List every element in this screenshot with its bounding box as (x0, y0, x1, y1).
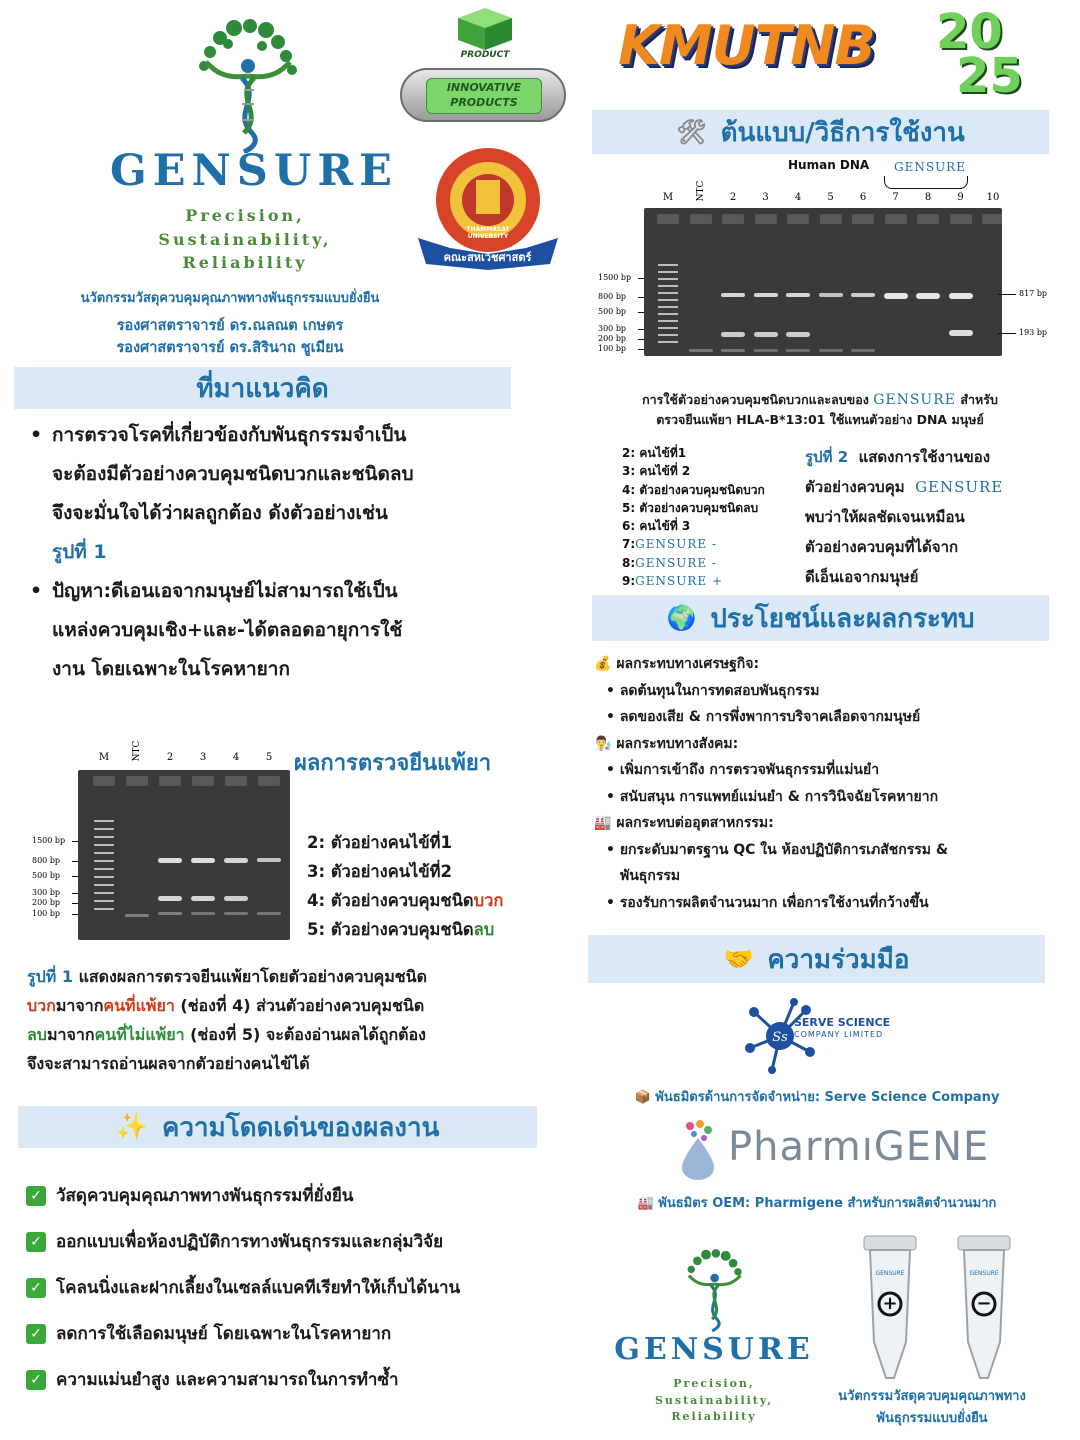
ladder-label: 500 bp (598, 307, 627, 316)
gel-band (125, 914, 149, 917)
gel-well (820, 214, 842, 224)
check-icon: ✓ (26, 1370, 46, 1390)
legend-item: 9:GENSURE + (622, 574, 723, 589)
person-icon: 👨‍🔬 (594, 735, 612, 752)
gel-band (721, 332, 745, 337)
gel-band (224, 912, 248, 915)
gel-band (916, 293, 940, 299)
bullet-line: จึงจะมั่นใจได้ว่าผลถูกต้อง ดังตัวอย่างเช่น (52, 502, 388, 524)
seal-ring-text: THAMMASAT UNIVERSITY (466, 226, 510, 240)
footer-note: นวัตกรรมวัสดุควบคุมคุณภาพทาง พันธุกรรมแบบยั่งยืน (838, 1389, 1026, 1426)
ladder-band (658, 271, 678, 273)
benefit-group-title: 👨‍🔬 ผลกระทบทางสังคม: (594, 735, 739, 752)
lane-label: 9 (957, 192, 964, 203)
gel-band (191, 858, 215, 863)
figure1-caption: รูปที่ 1 แสดงผลการตรวจยีนแพ้ยาโดยตัวอย่างควบคุมชนิด บวกมาจากคนที่แพ้ยา (ช่องที่ 4) ส่วนตัวอย่างควบคุมชนิด ลบมาจากคนที่ไม่แพ้ยา (ช่องที่ 5) จะต้องอ่านผลได้ถูกต้อง จึงจะสามารถอ่านผลจากตัวอย่างคนไข้ได้ (27, 967, 427, 1073)
ladder-band (658, 334, 678, 336)
gel-well (755, 214, 777, 224)
ladder-band (94, 876, 114, 878)
gel-well (93, 776, 115, 786)
gel-band (819, 293, 843, 297)
tagline-line: Precision, (673, 1377, 755, 1390)
lane-label: 6 (859, 192, 867, 203)
kmutnb-logo (618, 4, 1038, 108)
figure2-description: รูปที่ 2 แสดงการใช้งานของ ตัวอย่างควบคุม GENSURE พบว่าให้ผลชัดเจนเหมือน ตัวอย่างควบคุมที่ได้จาก ดีเอ็นเอจากมนุษย์ (805, 448, 1004, 586)
benefit-group-title: 💰 ผลกระทบทางเศรษฐกิจ: (594, 656, 760, 672)
gel-band (721, 293, 745, 297)
lane-label: 3 (762, 192, 769, 203)
benefit-item: • ลดต้นทุนในการทดสอบพันธุกรรม (606, 682, 820, 699)
gel-well (885, 214, 907, 224)
check-icon: ✓ (26, 1324, 46, 1344)
subtitle: นวัตกรรมวัสดุควบคุมคุณภาพทางพันธุกรรมแบบยั่งยืน (80, 291, 380, 306)
gel-well (225, 776, 247, 786)
bullet-line: งาน โดยเฉพาะในโรคหายาก (52, 658, 290, 680)
gel-band (191, 896, 215, 901)
lane-label: 3 (199, 752, 207, 763)
gel-band (949, 330, 973, 336)
ladder-label: 100 bp (598, 344, 627, 353)
ladder-band (658, 313, 678, 315)
tagline-line: Reliability (671, 1410, 757, 1423)
pharmi-note: 🏭 พันธมิตร OEM: Pharmigene สำหรับการผลิตจำนวนมาก (637, 1196, 997, 1211)
gel-band (224, 858, 248, 863)
gel-well (192, 776, 214, 786)
group-human-label: Human DNA (788, 158, 870, 172)
ladder-band (658, 320, 678, 322)
benefit-item: • สนับสนุน การแพทย์แม่นยำ & การวินิจฉัยโรคหายาก (606, 788, 939, 805)
globe-icon: 🌍 (666, 604, 697, 632)
ladder-band (658, 264, 678, 266)
bullet-line: จะต้องมีตัวอย่างควบคุมชนิดบวกและชนิดลบ (52, 463, 414, 485)
benefits-heading-text: ประโยชน์และผลกระทบ (710, 603, 975, 634)
legend-item: 5: ตัวอย่างควบคุมชนิดลบ (622, 500, 759, 515)
ladder-band (94, 892, 114, 894)
factory-icon: 🏭 (594, 815, 612, 831)
figure1-gel-block (30, 736, 300, 944)
ladder-band (94, 908, 114, 910)
lane-label: 4 (232, 752, 240, 763)
highlights-heading-text: ความโดดเด่นของผลงาน (162, 1112, 440, 1143)
concept-bullets (30, 416, 520, 689)
gel-well (126, 776, 148, 786)
gel-band (884, 293, 908, 299)
lane-label: 7 (892, 192, 899, 203)
ladder-label: 800 bp (598, 292, 627, 301)
figure2-gel-block (596, 156, 1050, 356)
highlight-item: ✓ โคลนนิ่งและฝากเลี้ยงในเซลล์แบคทีเรียทำให้เก็บได้นาน (26, 1274, 460, 1301)
gel-well (852, 214, 874, 224)
ladder-label: 1500 bp (598, 273, 632, 282)
ladder-band (94, 868, 114, 870)
collab-heading (588, 935, 1045, 983)
serve-sub: COMPANY LIMITED (794, 1030, 884, 1039)
prototype-heading (592, 110, 1049, 154)
pharmi-name: PharmıGENE (728, 1124, 990, 1170)
tube-label: GENSURE (875, 1270, 905, 1277)
bullet-item: • ปัญหา:ดีเอนเอจากมนุษย์ไม่สามารถใช้เป็น แหล่งควบคุมเชิง+และ-ได้ตลอดอายุการใช้ งาน โดยเฉพาะในโรคหายาก (30, 572, 520, 689)
gel-well (258, 776, 280, 786)
lane-label: 2 (729, 192, 737, 203)
ladder-band (658, 292, 678, 294)
year-top: 20 (936, 4, 1003, 60)
gel-band (754, 332, 778, 337)
university-seal (410, 138, 565, 278)
ladder-band (94, 884, 114, 886)
concept-heading-text: ที่มาแนวคิด (196, 373, 329, 404)
benefit-item: • ลดของเสีย & การพึ่งพาการบริจาคเลือดจากมนุษย์ (606, 709, 921, 725)
gel-well (690, 214, 712, 224)
lane-label: 5 (827, 192, 834, 203)
legend-item: 2: ตัวอย่างคนไข้ที่1 (307, 833, 452, 852)
lane-label: M (98, 752, 110, 763)
gel-band (786, 349, 810, 352)
brand-name: GENSURE (110, 146, 398, 196)
ladder-label: 500 bp (32, 871, 61, 880)
tagline-line: Sustainability, (158, 229, 332, 249)
band-label-817: 817 bp (1019, 289, 1048, 298)
ladder-band (94, 836, 114, 838)
highlight-item: ✓ ลดการใช้เลือดมนุษย์ โดยเฉพาะในโรคหายาก (26, 1320, 391, 1347)
highlight-item: ✓ ความแม่นยำสูง และความสามารถในการทำซ้ำ (26, 1366, 399, 1393)
tagline-line: Sustainability, (654, 1393, 774, 1407)
gel-band (158, 896, 182, 901)
gel-well (982, 214, 1002, 224)
seal-ribbon-text: คณะสหเวชศาสตร์ (443, 251, 532, 264)
tagline-line: Reliability (182, 253, 308, 272)
drop-icon (676, 1118, 720, 1180)
gel-band (819, 349, 843, 352)
money-bag-icon: 💰 (594, 656, 612, 672)
ladder-band (658, 306, 678, 308)
legend-item: 4: ตัวอย่างควบคุมชนิดบวก (307, 891, 504, 910)
prototype-heading-text: ต้นแบบ/วิธีการใช้งาน (720, 117, 965, 148)
figure1-legend (307, 828, 503, 944)
gel-image (644, 208, 1002, 356)
gel-well (787, 214, 809, 224)
check-icon: ✓ (26, 1278, 46, 1298)
gel-band (689, 349, 713, 352)
gel-image (78, 770, 290, 940)
legend-item: 3: ตัวอย่างคนไข้ที่2 (307, 862, 452, 881)
minus-icon: − (976, 1293, 992, 1314)
gel-band (158, 912, 182, 915)
gel-band (191, 912, 215, 915)
pharmigene-logo (676, 1118, 990, 1180)
product-badge (398, 4, 570, 126)
benefit-item: • เพิ่มการเข้าถึง การตรวจพันธุกรรมที่แม่นยำ (606, 762, 880, 778)
ladder-label: 100 bp (32, 909, 61, 918)
innovative-pill (400, 68, 566, 122)
bullet-line: ปัญหา:ดีเอนเอจากมนุษย์ไม่สามารถใช้เป็น (52, 580, 398, 602)
box-icon (456, 6, 514, 52)
gensure-logo-bottom (614, 1240, 814, 1430)
ladder-band (94, 852, 114, 854)
legend-item: 6: คนไข้ที่ 3 (622, 519, 691, 534)
gel-band (257, 858, 281, 862)
tagline-line: Precision, (185, 206, 305, 225)
serve-note: 📦 พันธมิตรด้านการจัดจำหน่าย: Serve Science Company (634, 1090, 1000, 1105)
svg-text:Ss: Ss (772, 1030, 788, 1045)
gel-well (159, 776, 181, 786)
serve-science-logo (744, 998, 904, 1074)
group-gensure-label: GENSURE (894, 160, 966, 174)
figure2-legend (622, 444, 802, 590)
ladder-band (658, 285, 678, 287)
tube-label: GENSURE (969, 1270, 999, 1277)
gensure-logo-top (110, 18, 398, 278)
gel-band (721, 349, 745, 352)
factory-icon: 🏭 (637, 1196, 654, 1211)
legend-item: 5: ตัวอย่างควบคุมชนิดลบ (307, 920, 495, 939)
gel-well (657, 214, 679, 224)
ladder-band (94, 860, 114, 862)
ladder-band (658, 341, 678, 343)
ladder-label: 800 bp (32, 856, 61, 865)
ladder-label: 200 bp (32, 898, 61, 907)
year-bottom: 25 (956, 48, 1023, 104)
ladder-label: 300 bp (32, 888, 61, 897)
gel-band (851, 293, 875, 297)
lane-label: NTC (132, 740, 142, 762)
bullet-line: การตรวจโรคที่เกี่ยวข้องกับพันธุกรรมจำเป็น (52, 424, 407, 446)
tagline (110, 204, 380, 275)
lane-label: 2 (166, 752, 174, 763)
serve-name: SERVE SCIENCE (794, 1016, 891, 1029)
highlight-item: ✓ ออกแบบเพื่อห้องปฏิบัติการทางพันธุกรรมและกลุ่มวิจัย (26, 1228, 443, 1255)
ladder-label: 200 bp (598, 334, 627, 343)
authors (60, 315, 400, 359)
benefit-item-cont: พันธุกรรม (620, 868, 681, 884)
legend-item: 4: ตัวอย่างควบคุมชนิดบวก (622, 482, 765, 497)
lane-label: 5 (265, 752, 273, 763)
gel-band (224, 896, 248, 901)
gel-band (158, 858, 182, 863)
figure-ref: รูปที่ 1 (52, 541, 107, 563)
collab-heading-text: ความร่วมมือ (767, 944, 910, 975)
gel-band (257, 912, 281, 915)
benefit-group-title: 🏭 ผลกระทบต่ออุตสาหกรรม: (594, 815, 774, 831)
legend-item: 3: คนไข้ที่ 2 (622, 464, 691, 479)
plus-icon: + (882, 1293, 898, 1314)
check-icon: ✓ (26, 1232, 46, 1252)
gel-band (851, 349, 875, 352)
gel-well (722, 214, 744, 224)
product-label: PRODUCT (460, 50, 510, 60)
benefit-item: • ยกระดับมาตรฐาน QC ใน ห้องปฏิบัติการเภสัชกรรม & (606, 841, 949, 858)
kmutnb-wordmark: KMUTNB (618, 14, 875, 77)
band-label-193: 193 bp (1019, 328, 1048, 337)
legend-item: 7:GENSURE - (622, 537, 717, 552)
gel-band (754, 293, 778, 297)
concept-heading (14, 367, 511, 409)
tools-icon: 🛠 (676, 118, 707, 146)
author-name: รองศาสตราจารย์ ดร.ณลณต เกษตร (116, 318, 344, 334)
brand-name: GENSURE (614, 1332, 814, 1367)
lane-label: 8 (924, 192, 932, 203)
figure2-caption: การใช้ตัวอย่างควบคุมชนิดบวกและลบของ GENSURE สำหรับ ตรวจยีนแพ้ยา HLA-B*13:01 ใช้แทนตัวอย่าง DNA มนุษย์ (642, 392, 998, 427)
tube-positive (862, 1232, 918, 1382)
ladder-band (658, 327, 678, 329)
ladder-label: 300 bp (598, 324, 627, 333)
figure1-heading: ผลการตรวจยีนแพ้ยา (294, 751, 492, 776)
ladder-band (658, 299, 678, 301)
gel-band (754, 349, 778, 352)
ladder-band (658, 278, 678, 280)
bullet-item: • การตรวจโรคที่เกี่ยวข้องกับพันธุกรรมจำเป็น จะต้องมีตัวอย่างควบคุมชนิดบวกและชนิดลบ จึงจะมั่นใจได้ว่าผลถูกต้อง ดังตัวอย่างเช่น รูปที่ 1 (30, 416, 520, 572)
dna-person-icon (674, 1240, 754, 1340)
package-icon: 📦 (634, 1090, 651, 1105)
handshake-icon: 🤝 (723, 945, 754, 973)
legend-item: 2: คนไข้ที่1 (622, 446, 687, 460)
highlight-item: ✓ วัสดุควบคุมคุณภาพทางพันธุกรรมที่ยั่งยืน (26, 1182, 353, 1209)
author-name: รองศาสตราจารย์ ดร.สิรินาถ ชูเมียน (116, 340, 344, 356)
check-icon: ✓ (26, 1186, 46, 1206)
group-gensure-bracket (884, 176, 968, 189)
benefits-heading (592, 595, 1049, 641)
benefits-list (594, 651, 1054, 916)
lane-label: NTC (695, 180, 706, 202)
lane-label: 4 (794, 192, 802, 203)
bullet-line: แหล่งควบคุมเชิง+และ-ได้ตลอดอายุการใช้ (52, 619, 403, 641)
ladder-band (94, 844, 114, 846)
gel-band (949, 293, 973, 299)
tagline (614, 1376, 814, 1426)
lane-label: M (662, 192, 674, 203)
ladder-label: 1500 bp (32, 836, 66, 845)
gel-band (786, 293, 810, 297)
ladder-band (94, 900, 114, 902)
tube-negative (956, 1232, 1012, 1382)
sparkles-icon: ✨ (115, 1112, 149, 1142)
gel-band (786, 332, 810, 337)
ladder-band (94, 820, 114, 822)
dna-person-icon (182, 18, 312, 153)
lane-label: 10 (986, 192, 1000, 203)
gel-well (950, 214, 972, 224)
benefit-item: • รองรับการผลิตจำนวนมาก เพื่อการใช้งานที่กว้างขึ้น (606, 894, 929, 911)
legend-item: 8:GENSURE - (622, 555, 717, 570)
ladder-band (94, 828, 114, 830)
innovative-pill-text: INNOVATIVE PRODUCTS (446, 81, 522, 109)
highlights-heading (18, 1106, 537, 1148)
gel-well (917, 214, 939, 224)
